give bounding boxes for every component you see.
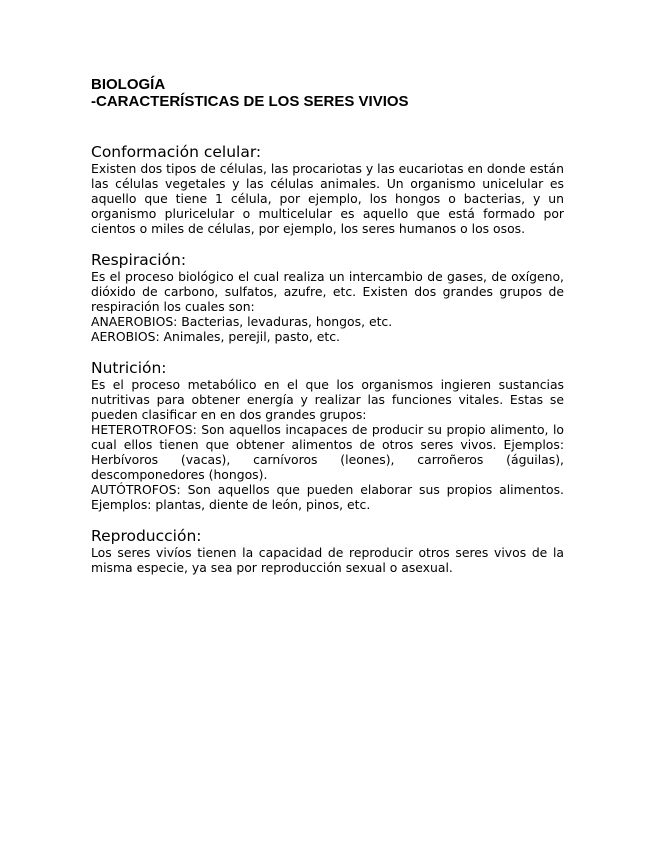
section-heading: Nutrición:	[91, 359, 167, 377]
section-conformacion-celular	[91, 143, 564, 236]
respiration-type-anaerobic: ANAEROBIOS: Bacterias, levaduras, hongos, etc.	[91, 314, 393, 329]
title-spacer	[91, 110, 564, 143]
respiration-type-aerobic: AEROBIOS: Animales, perejil, pasto, etc.	[91, 329, 340, 344]
nutrition-heterotrophs-paragraph: HETEROTROFOS: Son aquellos incapaces de producir su propio alimento, lo cual ellos tienen que obtener alimentos de otros seres vivos. Ejemplos: Herbívoros (vacas), carnívoros (leones), carroñeros (águilas), descomponedores (hongos).	[91, 422, 564, 482]
section-heading: Conformación celular:	[91, 143, 262, 161]
section-paragraph: Existen dos tipos de células, las procariotas y las eucariotas en donde están las células vegetales y las células animales. Un organismo unicelular es aquello que tiene 1 célula, por ejemplo, los hongos o bacterias, y un organismo pluricelular o multicelular es aquello que está formado por cientos o miles de células, por ejemplo, los seres humanos o los osos.	[91, 161, 564, 236]
section-heading: Reproducción:	[91, 527, 202, 545]
document-title-topic: -CARACTERÍSTICAS DE LOS SERES VIVIOS	[91, 93, 409, 110]
section-heading: Respiración:	[91, 251, 187, 269]
section-reproduccion	[91, 527, 564, 575]
section-nutricion	[91, 359, 564, 512]
section-paragraph: Es el proceso metabólico en el que los organismos ingieren sustancias nutritivas para obtener energía y realizar las funciones vitales. Estas se pueden clasificar en en dos grandes grupos:	[91, 377, 564, 422]
section-paragraph: Es el proceso biológico el cual realiza un intercambio de gases, de oxígeno, dióxido de carbono, sulfatos, azufre, etc. Existen dos grandes grupos de respiración los cuales son:	[91, 269, 564, 314]
document-title-subject: BIOLOGÍA	[91, 76, 166, 93]
nutrition-autotrophs-paragraph: AUTÓTROFOS: Son aquellos que pueden elaborar sus propios alimentos. Ejemplos: plantas, diente de león, pinos, etc.	[91, 482, 564, 512]
document-page	[91, 76, 564, 590]
section-paragraph: Los seres vivíos tienen la capacidad de reproducir otros seres vivos de la misma especie, ya sea por reproducción sexual o asexual.	[91, 545, 564, 575]
section-respiracion	[91, 251, 564, 344]
